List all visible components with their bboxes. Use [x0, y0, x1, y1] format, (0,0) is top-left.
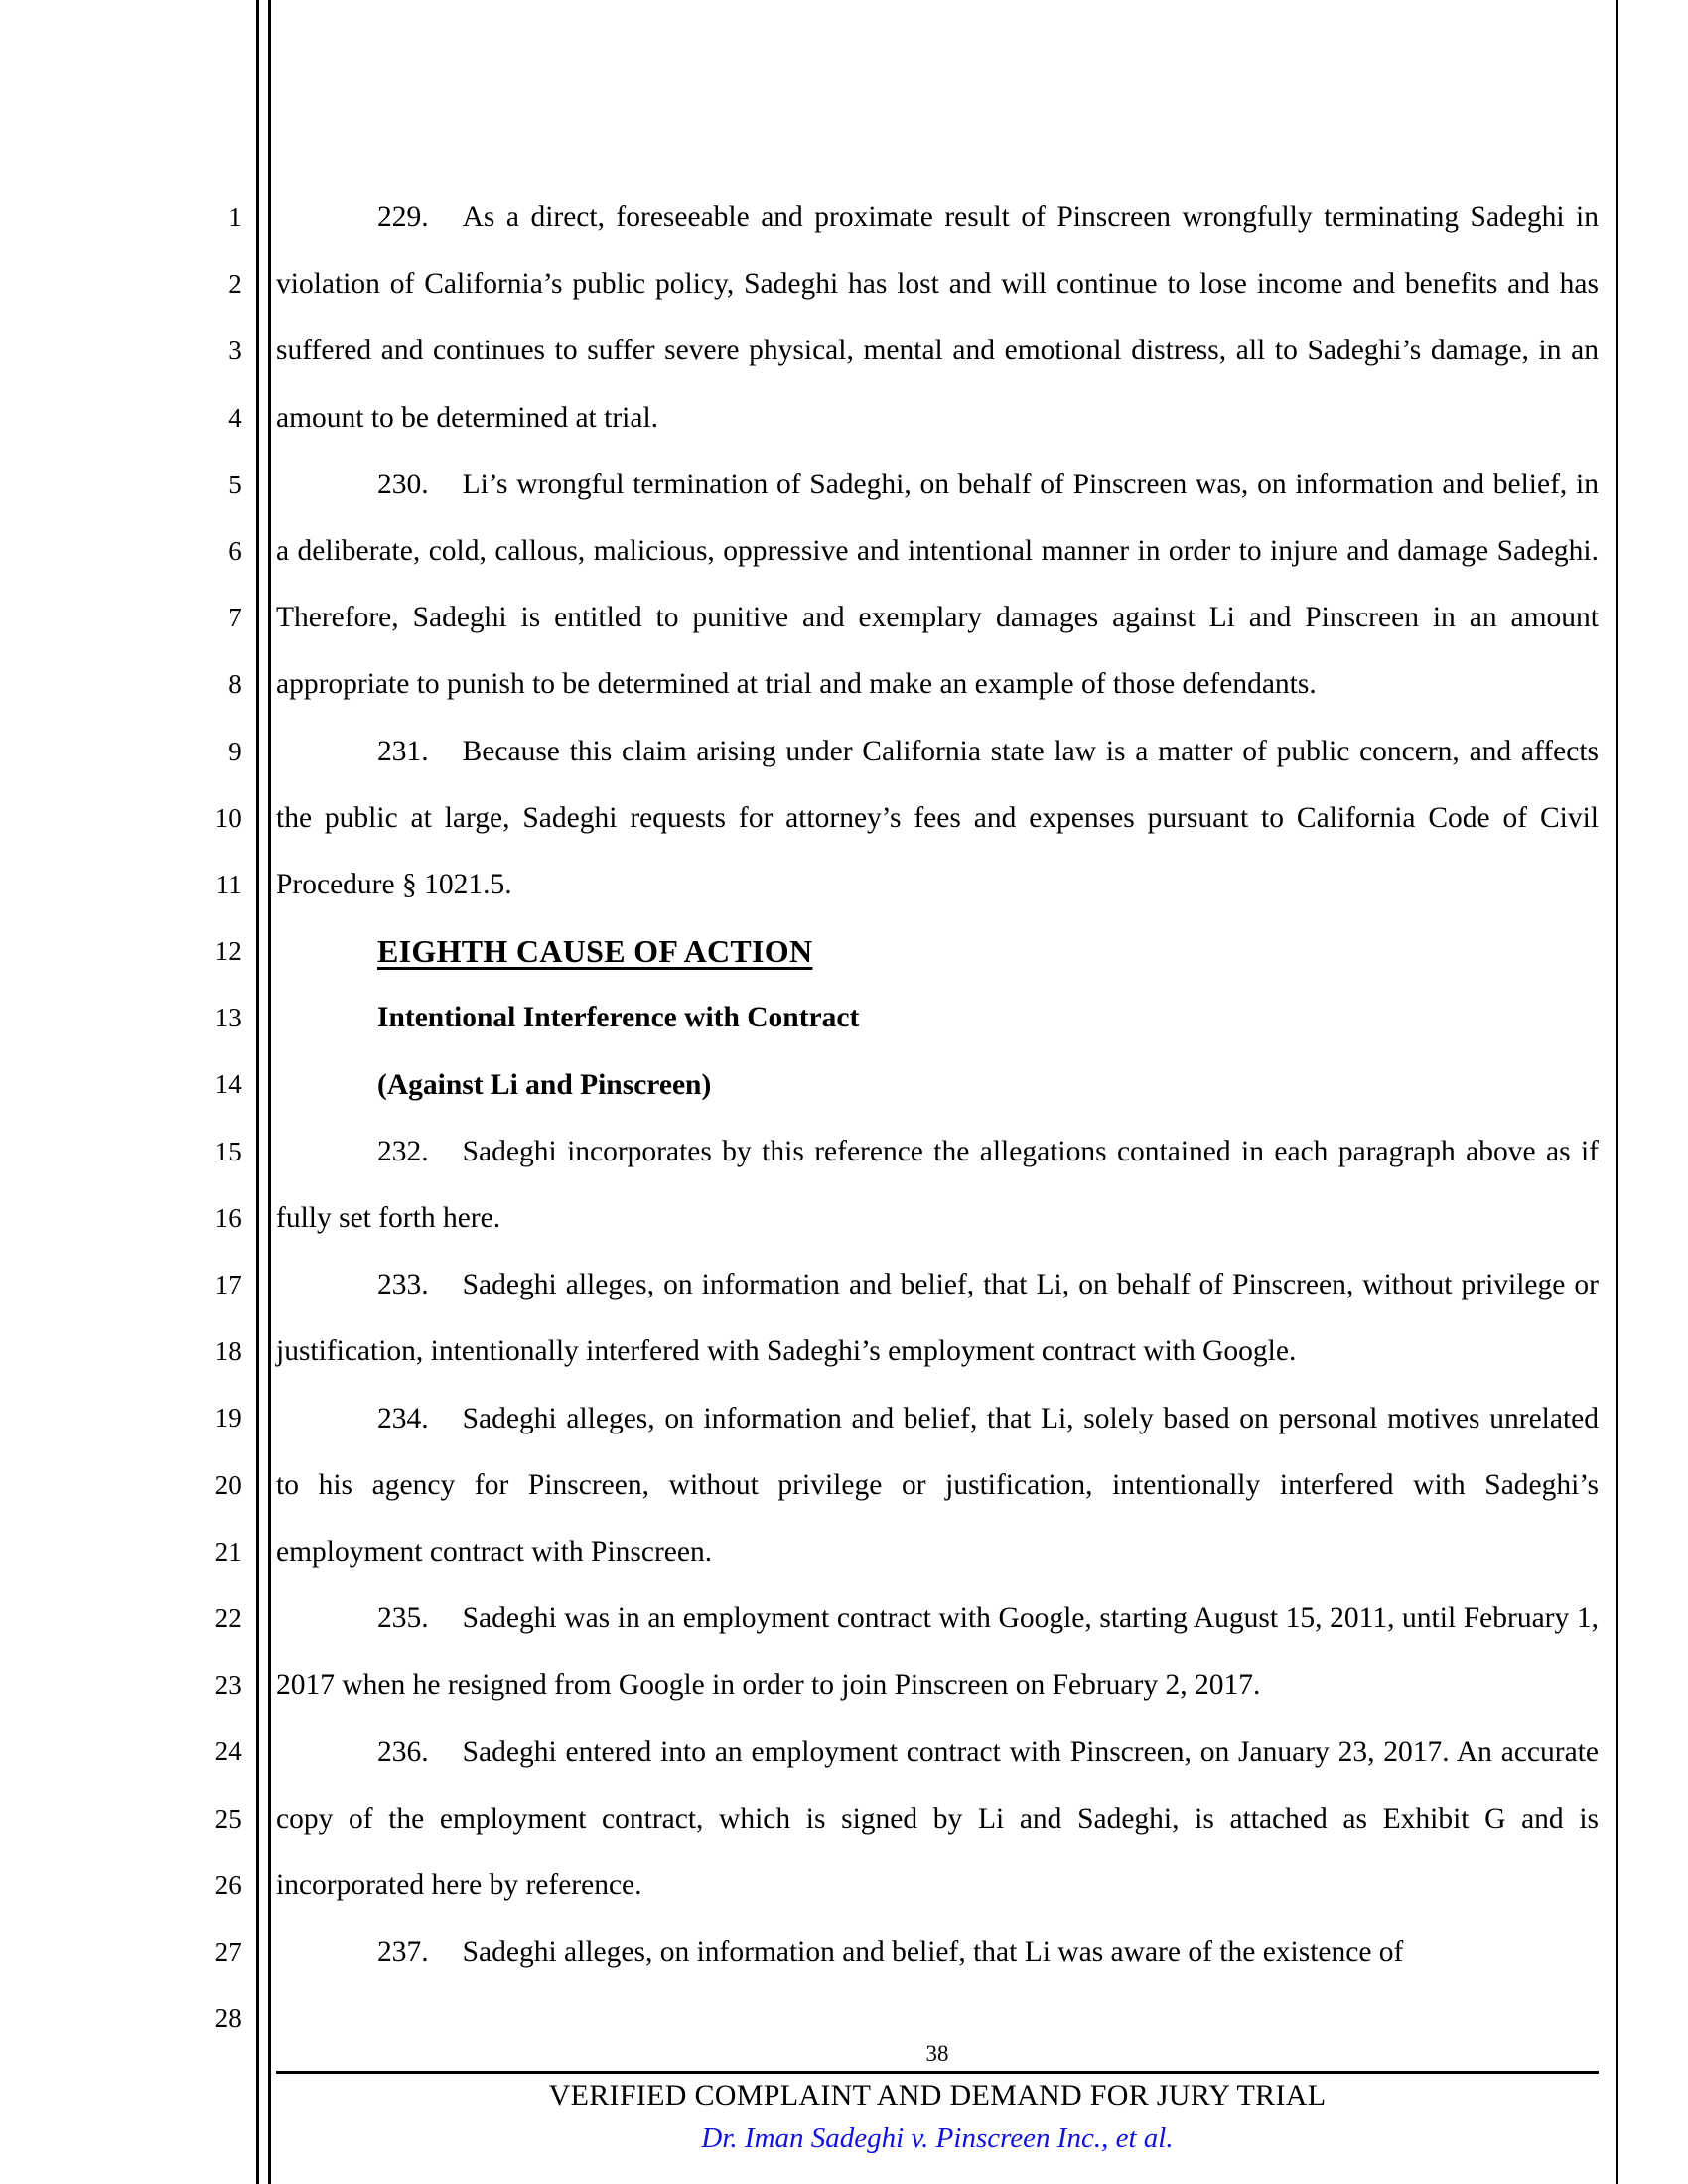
page-footer: [276, 2041, 1599, 2159]
line-number: 7: [228, 603, 242, 633]
line-number: 8: [228, 669, 242, 700]
paragraph-text: Sadeghi alleges, on information and belief, that Li was aware of the existence of: [462, 1936, 1404, 1969]
paragraph-236: [276, 1719, 1599, 1920]
line-number: 21: [214, 1536, 242, 1567]
paragraph-230: [276, 452, 1599, 719]
against-parties-heading: (Against Li and Pinscreen): [377, 1068, 712, 1101]
line-number: 9: [228, 736, 242, 766]
paragraph-number: 232.: [377, 1135, 429, 1167]
line-number: 15: [214, 1136, 242, 1166]
document-body: [276, 185, 1599, 1985]
line-number: 19: [214, 1403, 242, 1433]
line-number: 27: [214, 1936, 242, 1967]
line-number: 28: [214, 2003, 242, 2034]
line-number: 23: [214, 1670, 242, 1701]
paragraph-237: [276, 1919, 1599, 1985]
line-number: 13: [214, 1003, 242, 1033]
paragraph-text: As a direct, foreseeable and proximate result of Pinscreen wrongfully terminating Sadeghi in violation of California’s public policy, Sadeghi has lost and will continue to lose income and benefits and has suffered and continues to suffer severe physical, mental and emotional distress, all to Sadeghi’s damage, in an amount to be determined at trial.: [276, 202, 1599, 434]
line-number: 22: [214, 1602, 242, 1633]
paragraph-number: 233.: [377, 1269, 429, 1301]
paragraph-number: 230.: [377, 468, 429, 500]
line-number: 6: [228, 535, 242, 566]
line-number: 20: [214, 1469, 242, 1500]
line-number: 17: [214, 1270, 242, 1299]
line-number: 4: [228, 402, 242, 433]
line-number: 18: [214, 1336, 242, 1367]
line-number: 25: [214, 1803, 242, 1834]
pleading-right-rule: [1616, 0, 1618, 2184]
line-number: 10: [214, 802, 242, 833]
line-number: 14: [214, 1069, 242, 1100]
line-number: 24: [214, 1736, 242, 1767]
paragraph-231: [276, 719, 1599, 919]
paragraph-text: Sadeghi entered into an employment contract with Pinscreen, on January 23, 2017. An accurate copy of the employment contract, which is signed by Li and Sadeghi, is attached as Exhibit G and is incorporated here by reference.: [276, 1735, 1599, 1902]
line-number: 16: [214, 1202, 242, 1233]
paragraph-text: Because this claim arising under California state law is a matter of public concern, and affects the public at large, Sadeghi requests for attorney’s fees and expenses pursuant to California Code of Civil Procedure § 1021.5.: [276, 735, 1599, 901]
paragraph-234: [276, 1386, 1599, 1586]
line-number: 1: [228, 203, 242, 232]
line-number: 12: [214, 936, 242, 967]
paragraph-text: Li’s wrongful termination of Sadeghi, on behalf of Pinscreen was, on information and belief, in a deliberate, cold, callous, malicious, oppressive and intentional manner in order to injure and damage Sadeghi. Therefore, Sadeghi is entitled to punitive and exemplary damages against Li and Pinscreen in an amount appropriate to punish to be determined at trial and make an example of those defendants.: [276, 468, 1599, 701]
page-number: 38: [925, 2041, 949, 2066]
paragraph-number: 236.: [377, 1735, 429, 1768]
paragraph-233: [276, 1252, 1599, 1385]
line-number: 11: [215, 869, 242, 899]
line-number-gutter: [179, 185, 242, 2052]
paragraph-number: 229.: [377, 202, 429, 233]
line-number: 5: [228, 469, 242, 499]
paragraph-number: 235.: [377, 1602, 429, 1635]
paragraph-text: Sadeghi incorporates by this reference the allegations contained in each paragraph above as if fully set forth here.: [276, 1135, 1599, 1235]
cause-of-action-heading: EIGHTH CAUSE OF ACTION: [377, 933, 813, 970]
paragraph-235: [276, 1585, 1599, 1718]
line-number: 3: [228, 336, 242, 366]
pleading-left-rule-inner: [268, 0, 271, 2184]
paragraph-229: [276, 185, 1599, 452]
paragraph-number: 231.: [377, 735, 429, 767]
paragraph-232: [276, 1119, 1599, 1252]
footer-case-caption: Dr. Iman Sadeghi v. Pinscreen Inc., et al.: [701, 2122, 1174, 2154]
paragraph-text: Sadeghi alleges, on information and belief, that Li, on behalf of Pinscreen, without privilege or justification, intentionally interfered with Sadeghi’s employment contract with Google.: [276, 1269, 1599, 1368]
line-number: 2: [228, 269, 242, 300]
line-number: 26: [214, 1869, 242, 1900]
claim-title-heading: Intentional Interference with Contract: [377, 1002, 860, 1034]
paragraph-text: Sadeghi was in an employment contract with Google, starting August 15, 2011, until February 1, 2017 when he resigned from Google in order to join Pinscreen on February 2, 2017.: [276, 1602, 1599, 1702]
paragraph-text: Sadeghi alleges, on information and belief, that Li, solely based on personal motives unrelated to his agency for Pinscreen, without privilege or justification, intentionally interfered with Sadeghi’s employment contract with Pinscreen.: [276, 1402, 1599, 1569]
pleading-left-rule-outer: [256, 0, 259, 2184]
paragraph-number: 234.: [377, 1402, 429, 1434]
paragraph-number: 237.: [377, 1936, 429, 1969]
footer-document-title: VERIFIED COMPLAINT AND DEMAND FOR JURY TRIAL: [548, 2079, 1327, 2112]
